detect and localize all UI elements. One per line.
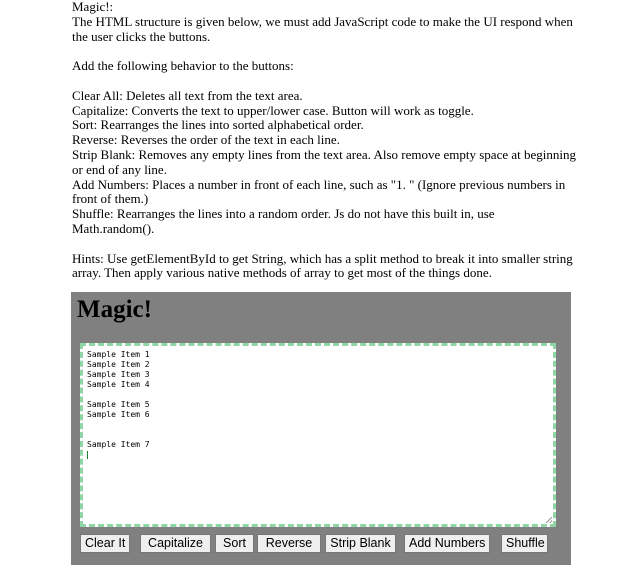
paragraph-gap <box>72 237 577 252</box>
add-behavior-text: Add the following behavior to the buttons: <box>72 58 294 74</box>
textarea-content[interactable]: Sample Item 1 Sample Item 2 Sample Item 3 Sample Item 4 Sample Item 5 Sample Item 6 Sample Item 7 <box>87 350 150 449</box>
behavior-reverse: Reverse: Reverses the order of the text in each line. <box>72 132 340 148</box>
text-caret <box>87 451 88 459</box>
document-intro: The HTML structure is given below, we must add JavaScript code to make the UI respond when the user clicks the buttons. <box>72 13 573 44</box>
magic-title: Magic! <box>77 296 152 323</box>
clear-it-button[interactable]: Clear It <box>80 534 130 553</box>
capitalize-button[interactable]: Capitalize <box>140 534 211 553</box>
behavior-shuffle: Shuffle: Rearranges the lines into a random order. Js do not have this built in, use Math.random(). <box>72 206 495 236</box>
behavior-sort: Sort: Rearranges the lines into sorted alphabetical order. <box>72 117 364 133</box>
magic-app-panel <box>71 292 571 565</box>
behavior-clear: Clear All: Deletes all text from the text area. <box>72 87 303 103</box>
sort-button[interactable]: Sort <box>215 534 254 553</box>
magic-textarea[interactable] <box>80 343 556 527</box>
behavior-strip-blank: Strip Blank: Removes any empty lines from the text area. Also remove empty space at beginning or end of any line. <box>72 146 576 177</box>
behavior-capitalize: Capitalize: Converts the text to upper/lower case. Button will work as toggle. <box>72 102 474 118</box>
resize-grip-icon[interactable] <box>546 517 552 523</box>
paragraph-gap <box>72 44 577 59</box>
shuffle-button[interactable]: Shuffle <box>501 534 548 553</box>
hints-text: Hints: Use getElementById to get String, which has a split method to break it into smaller string array. Then apply various native methods of array to get most of the things done. <box>72 250 573 281</box>
behavior-add-numbers: Add Numbers: Places a number in front of each line, such as "1. " (Ignore previous numbers in front of them.) <box>72 176 566 207</box>
document-heading: Magic!: <box>72 0 114 14</box>
paragraph-gap <box>72 74 577 89</box>
reverse-button[interactable]: Reverse <box>257 534 321 553</box>
add-numbers-button[interactable]: Add Numbers <box>404 534 490 553</box>
assignment-document <box>72 0 577 281</box>
strip-blank-button[interactable]: Strip Blank <box>325 534 396 553</box>
